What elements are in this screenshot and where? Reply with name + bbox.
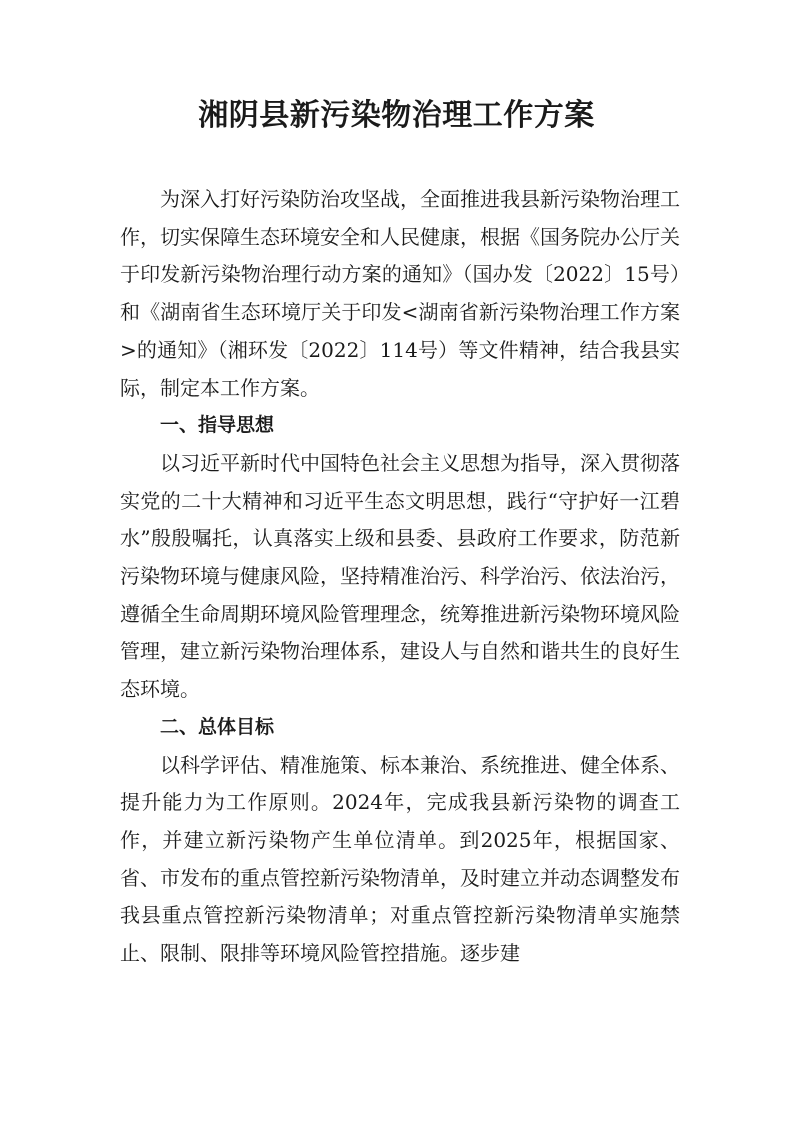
section-text-guiding-ideology: 以习近平新时代中国特色社会主义思想为指导，深入贯彻落实党的二十大精神和习近平生态文明思想，践行“守护好一江碧水”殷殷嘱托，认真落实上级和县委、县政府工作要求，防范新污染物环境与健康风险，坚持精准治污、科学治污、依法治污，遵循全生命周期环境风险管理理念，统筹推进新污染物环境风险管理，建立新污染物治理体系，建设人与自然和谐共生的良好生态环境。	[120, 450, 680, 702]
section-heading-overall-goals: 二、总体目标	[160, 715, 275, 738]
section-heading-guiding-ideology: 一、指导思想	[160, 414, 275, 437]
document-body	[120, 181, 680, 973]
document-title: 湘阴县新污染物治理工作方案	[198, 98, 595, 133]
section-text-overall-goals: 以科学评估、精准施策、标本兼治、系统推进、健全体系、提升能力为工作原则。2024年，完成我县新污染物的调查工作，并建立新污染物产生单位清单。到2025年，根据国家、省、市发布的重点管控新污染物清单，及时建立并动态调整发布我县重点管控新污染物清单；对重点管控新污染物清单实施禁止、限制、限排等环境风险管控措施。逐步建	[120, 752, 680, 966]
intro-paragraph: 为深入打好污染防治攻坚战，全面推进我县新污染物治理工作，切实保障生态环境安全和人民健康，根据《国务院办公厅关于印发新污染物治理行动方案的通知》（国办发〔2022〕15号）和《湖南省生态环境厅关于印发<湖南省新污染物治理工作方案>的通知》（湘环发〔2022〕114号）等文件精神，结合我县实际，制定本工作方案。	[120, 187, 680, 400]
